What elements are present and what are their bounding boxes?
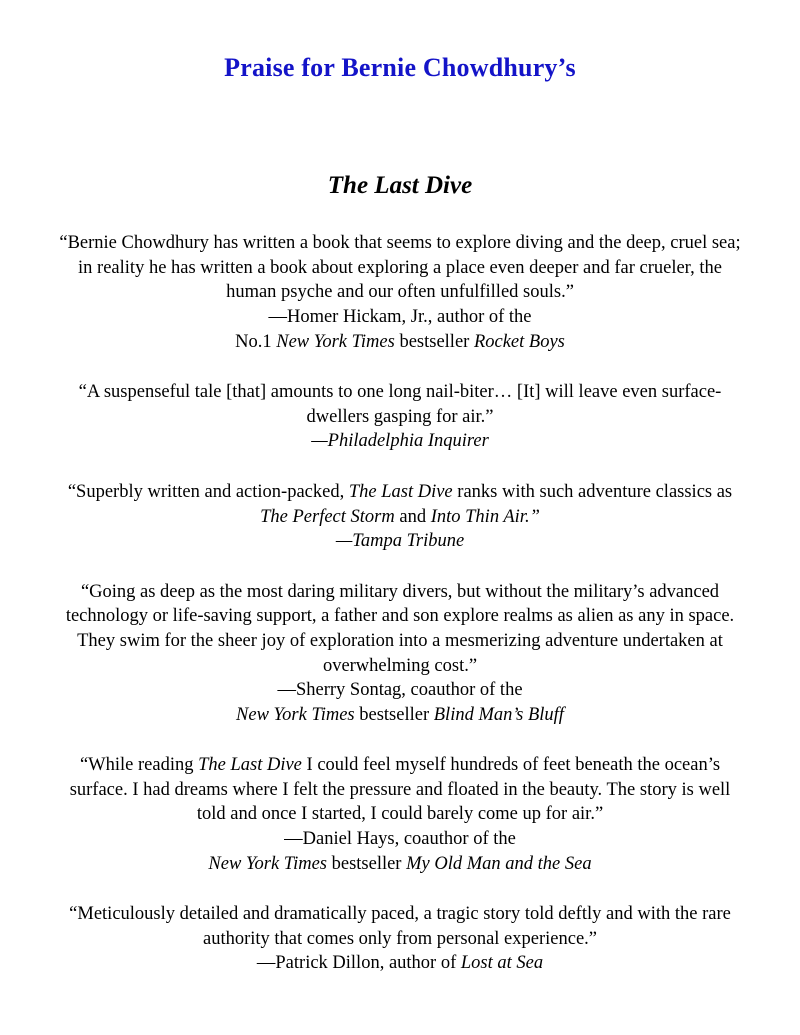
quote-attribution-detail-segment: Blind Man’s Bluff	[433, 704, 564, 725]
quote-attribution-detail-segment: New York Times	[276, 331, 395, 352]
quote-attribution-segment: —Tampa Tribune	[335, 531, 465, 552]
quote-attribution	[56, 827, 744, 852]
quote-attribution	[56, 951, 744, 976]
quote-text-segment: The Last Dive	[348, 481, 453, 502]
quote-attribution-detail-segment: New York Times	[208, 853, 327, 874]
quote-attribution-detail-segment: bestseller	[354, 704, 434, 725]
quote-attribution-segment: —Daniel Hays, coauthor of the	[284, 829, 516, 850]
quote-attribution-detail-segment: No.1	[235, 331, 277, 352]
quote-text	[56, 902, 744, 951]
quote-text-segment: I could feel myself hundreds of feet beneath the ocean’s surface. I had dreams where I felt the pressure and floated in the beauty. The story is well told and once I started, I could barely come up for air.”	[69, 755, 731, 825]
praise-quote	[56, 480, 744, 554]
quote-text-segment: “Meticulously detailed and dramatically paced, a tragic story told deftly and with the rare authority that comes only from personal experience.”	[69, 904, 731, 949]
quote-attribution-segment: —Philadelphia Inquirer	[311, 431, 489, 452]
quote-text	[56, 580, 744, 678]
praise-quote	[56, 580, 744, 728]
quote-attribution-segment: —Sherry Sontag, coauthor of the	[277, 680, 523, 701]
quote-text-segment: “Going as deep as the most daring military divers, but without the military’s advanced technology or life-saving support, a father and son explore realms as alien as any in space. They swim for the sheer joy of exploration into a mesmerizing adventure undertaken at overwhelming cost.”	[65, 581, 735, 676]
praise-quote	[56, 380, 744, 454]
quote-attribution	[56, 678, 744, 703]
page-title: Praise for Bernie Chowdhury’s	[224, 53, 576, 82]
quote-text	[56, 753, 744, 827]
quote-text-segment: and	[394, 506, 431, 527]
quote-attribution-detail	[56, 852, 744, 877]
quote-text	[56, 231, 744, 305]
quote-text-segment: The Perfect Storm	[260, 506, 395, 527]
quote-text-segment: Into Thin Air.”	[430, 506, 540, 527]
quote-text	[56, 380, 744, 429]
quote-text	[56, 480, 744, 529]
quote-attribution	[56, 529, 744, 554]
praise-quote	[56, 753, 744, 876]
quote-attribution-detail-segment: New York Times	[236, 704, 355, 725]
quote-attribution-detail	[56, 330, 744, 355]
quote-attribution-detail-segment: Rocket Boys	[473, 331, 565, 352]
quote-text-segment: The Last Dive	[198, 755, 302, 776]
quote-text-segment: “While reading	[79, 755, 199, 776]
quote-attribution-segment: —Patrick Dillon, author of	[256, 953, 461, 974]
quote-attribution-detail	[56, 703, 744, 728]
quote-attribution-detail-segment: My Old Man and the Sea	[406, 853, 592, 874]
praise-quote	[56, 231, 744, 354]
book-title: The Last Dive	[327, 172, 473, 200]
quote-attribution-detail-segment: bestseller	[394, 331, 474, 352]
quote-attribution	[56, 429, 744, 454]
quote-attribution-detail-segment: bestseller	[326, 853, 407, 874]
quote-text-segment: “Superbly written and action-packed,	[67, 481, 349, 502]
praise-quote	[56, 902, 744, 976]
quote-text-segment: “A suspenseful tale [that] amounts to one long nail-biter… [It] will leave even surface-dwellers gasping for air.”	[78, 382, 722, 427]
praise-quote-list	[56, 231, 744, 976]
quote-attribution	[56, 305, 744, 330]
quote-text-segment: ranks with such adventure classics as	[452, 481, 733, 502]
quote-text-segment: “Bernie Chowdhury has written a book that seems to explore diving and the deep, cruel sea; in reality he has written a book about exploring a place even deeper and far crueler, the human psyche and our often unfulfilled souls.”	[59, 233, 741, 303]
quote-attribution-segment: Lost at Sea	[460, 953, 544, 974]
quote-attribution-segment: —Homer Hickam, Jr., author of the	[268, 306, 532, 327]
